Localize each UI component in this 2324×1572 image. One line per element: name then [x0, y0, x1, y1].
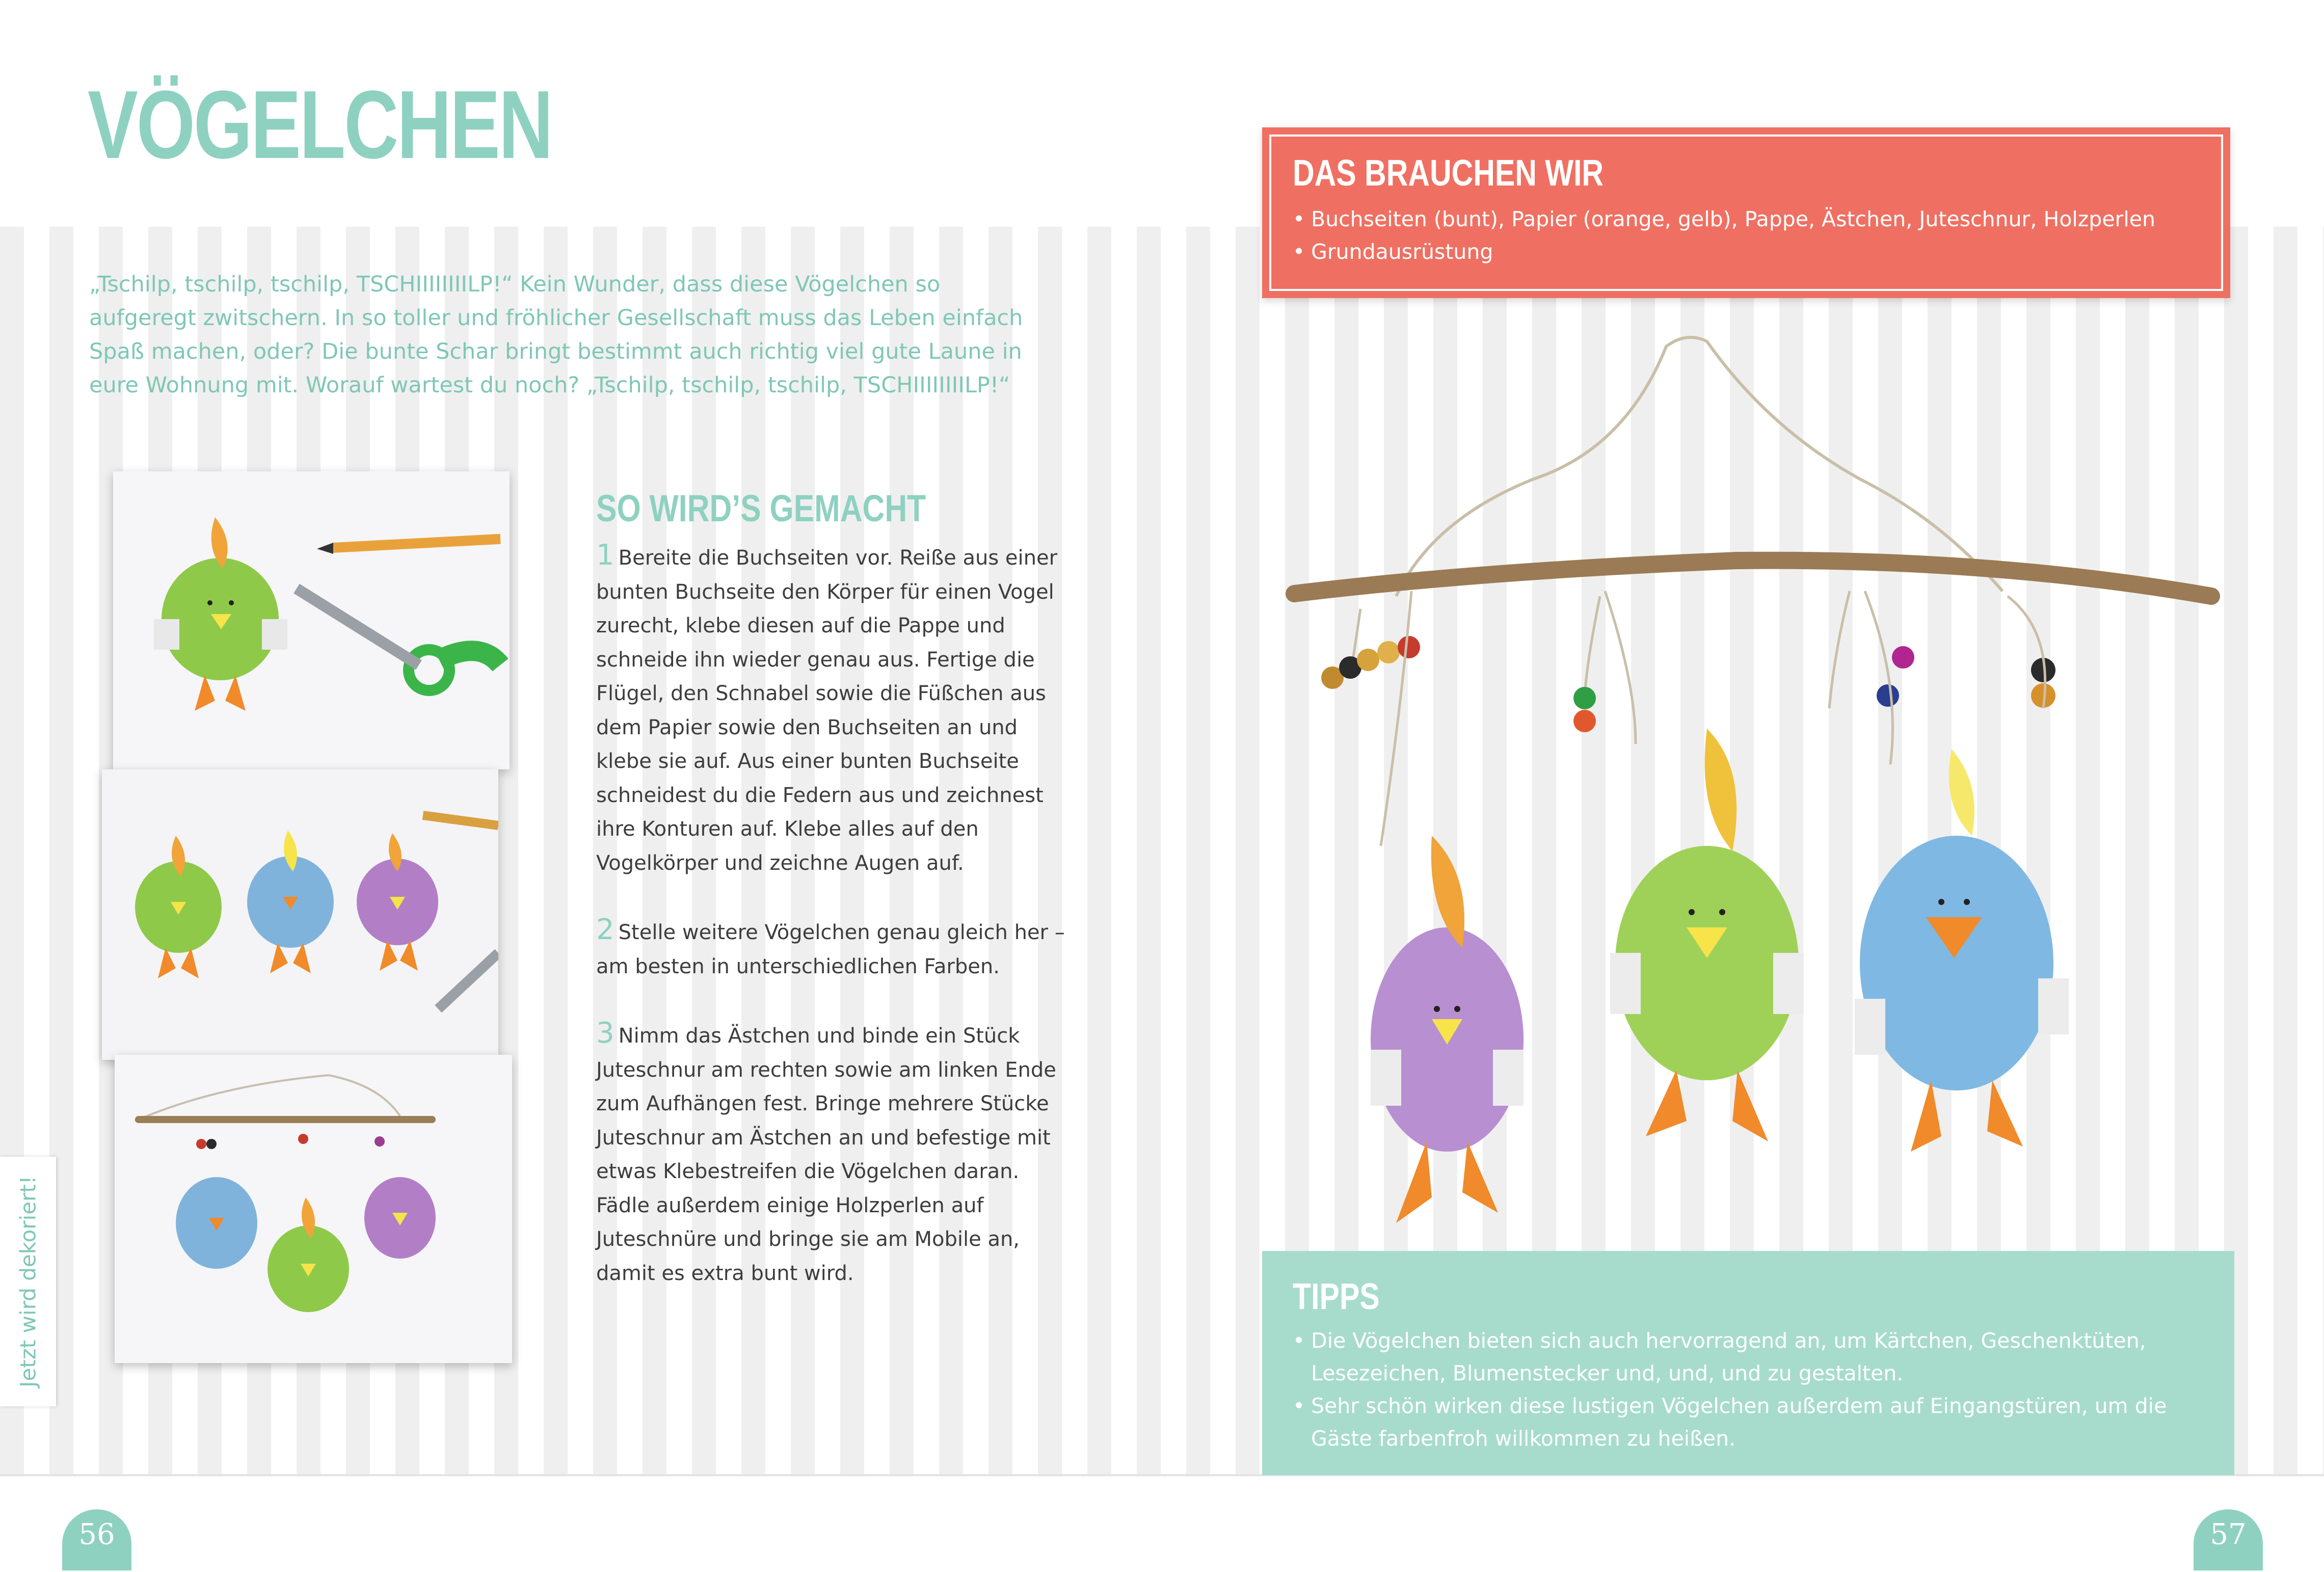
step-2: [596, 913, 1065, 983]
section-side-tab: [0, 1157, 56, 1406]
howto-steps: [596, 539, 1065, 1323]
step-photo-2-image: [102, 769, 498, 1060]
step-number: 3: [596, 1017, 615, 1050]
tips-list: [1293, 1324, 2204, 1455]
mobile-photo: [1279, 326, 2222, 1243]
step-photo-1-image: [113, 471, 510, 769]
materials-list: [1293, 203, 2200, 268]
materials-heading: DAS BRAUCHEN WIR: [1293, 153, 1604, 194]
step-photo-3-image: [115, 1055, 512, 1363]
step-3: [596, 1017, 1065, 1290]
step-text: Stelle weitere Vögelchen genau gleich her – am besten in unterschiedlichen Farben.: [596, 921, 1065, 978]
step-1: [596, 539, 1065, 880]
step-photo-3: [115, 1055, 512, 1363]
step-number: 1: [596, 539, 615, 572]
materials-item: • Grundausrüstung: [1311, 235, 2200, 268]
intro-text: „Tschilp, tschilp, tschilp, TSCHIIIIIIIILP!“ Kein Wunder, dass diese Vögelchen so aufgeregt zwitschern. In so toller und fröhlicher Gesellschaft muss das Leben einfach Spaß machen, oder? Die bunte Schar bringt bestimmt auch richtig viel gute Laune in eure Wohnung mit. Worauf wartest du noch? „Tschilp, tschilp, tschilp, TSCHIIIIIIIILP!“: [89, 272, 1023, 398]
page-number-right: 57: [2194, 1509, 2263, 1570]
page-number-left: 56: [62, 1509, 131, 1570]
step-text: Bereite die Buchseiten vor. Reiße aus einer bunten Buchseite den Körper für einen Vogel zurecht, klebe diesen auf die Pappe und schneide ihn wieder genau aus. Fertige die Flügel, den Schnabel sowie die Füßchen aus dem Papier sowie den Buchseiten an und klebe sie auf. Aus einer bunten Buchseite schneidest du die Federn aus und zeichnest ihre Konturen auf. Klebe alles auf den Vogelkörper und zeichne Augen auf.: [596, 546, 1058, 875]
step-photo-2: [102, 769, 498, 1060]
materials-box: [1262, 127, 2230, 298]
tips-box: [1262, 1251, 2234, 1475]
tips-item: • Die Vögelchen bieten sich auch hervorragend an, um Kärtchen, Geschenktüten, Lesezeichen, Blumenstecker und, und, und zu gestalten.: [1311, 1324, 2198, 1390]
step-text: Nimm das Ästchen und binde ein Stück Juteschnur am rechten sowie am linken Ende zum Aufhängen fest. Bringe mehrere Stücke Juteschnur am Ästchen an und befestige mit etwas Klebestreifen die Vögelchen daran. Fädle außerdem einige Holzperlen auf Juteschnüre und bringe sie am Mobile an, damit es extra bunt wird.: [596, 1024, 1056, 1285]
step-photo-1: [113, 471, 510, 769]
tips-item: • Sehr schön wirken diese lustigen Vögelchen außerdem auf Eingangstüren, um die Gäste farbenfroh willkommen zu heißen.: [1311, 1390, 2198, 1455]
materials-item: • Buchseiten (bunt), Papier (orange, gelb), Pappe, Ästchen, Juteschnur, Holzperlen: [1311, 203, 2200, 235]
bird-mobile-image: [1279, 326, 2222, 1243]
step-number: 2: [596, 913, 615, 946]
tips-heading: TIPPS: [1293, 1276, 1380, 1317]
howto-heading: SO WIRD’S GEMACHT: [596, 487, 926, 529]
page-title: VÖGELCHEN: [88, 71, 552, 179]
section-side-label: Jetzt wird dekoriert!: [15, 1176, 41, 1388]
